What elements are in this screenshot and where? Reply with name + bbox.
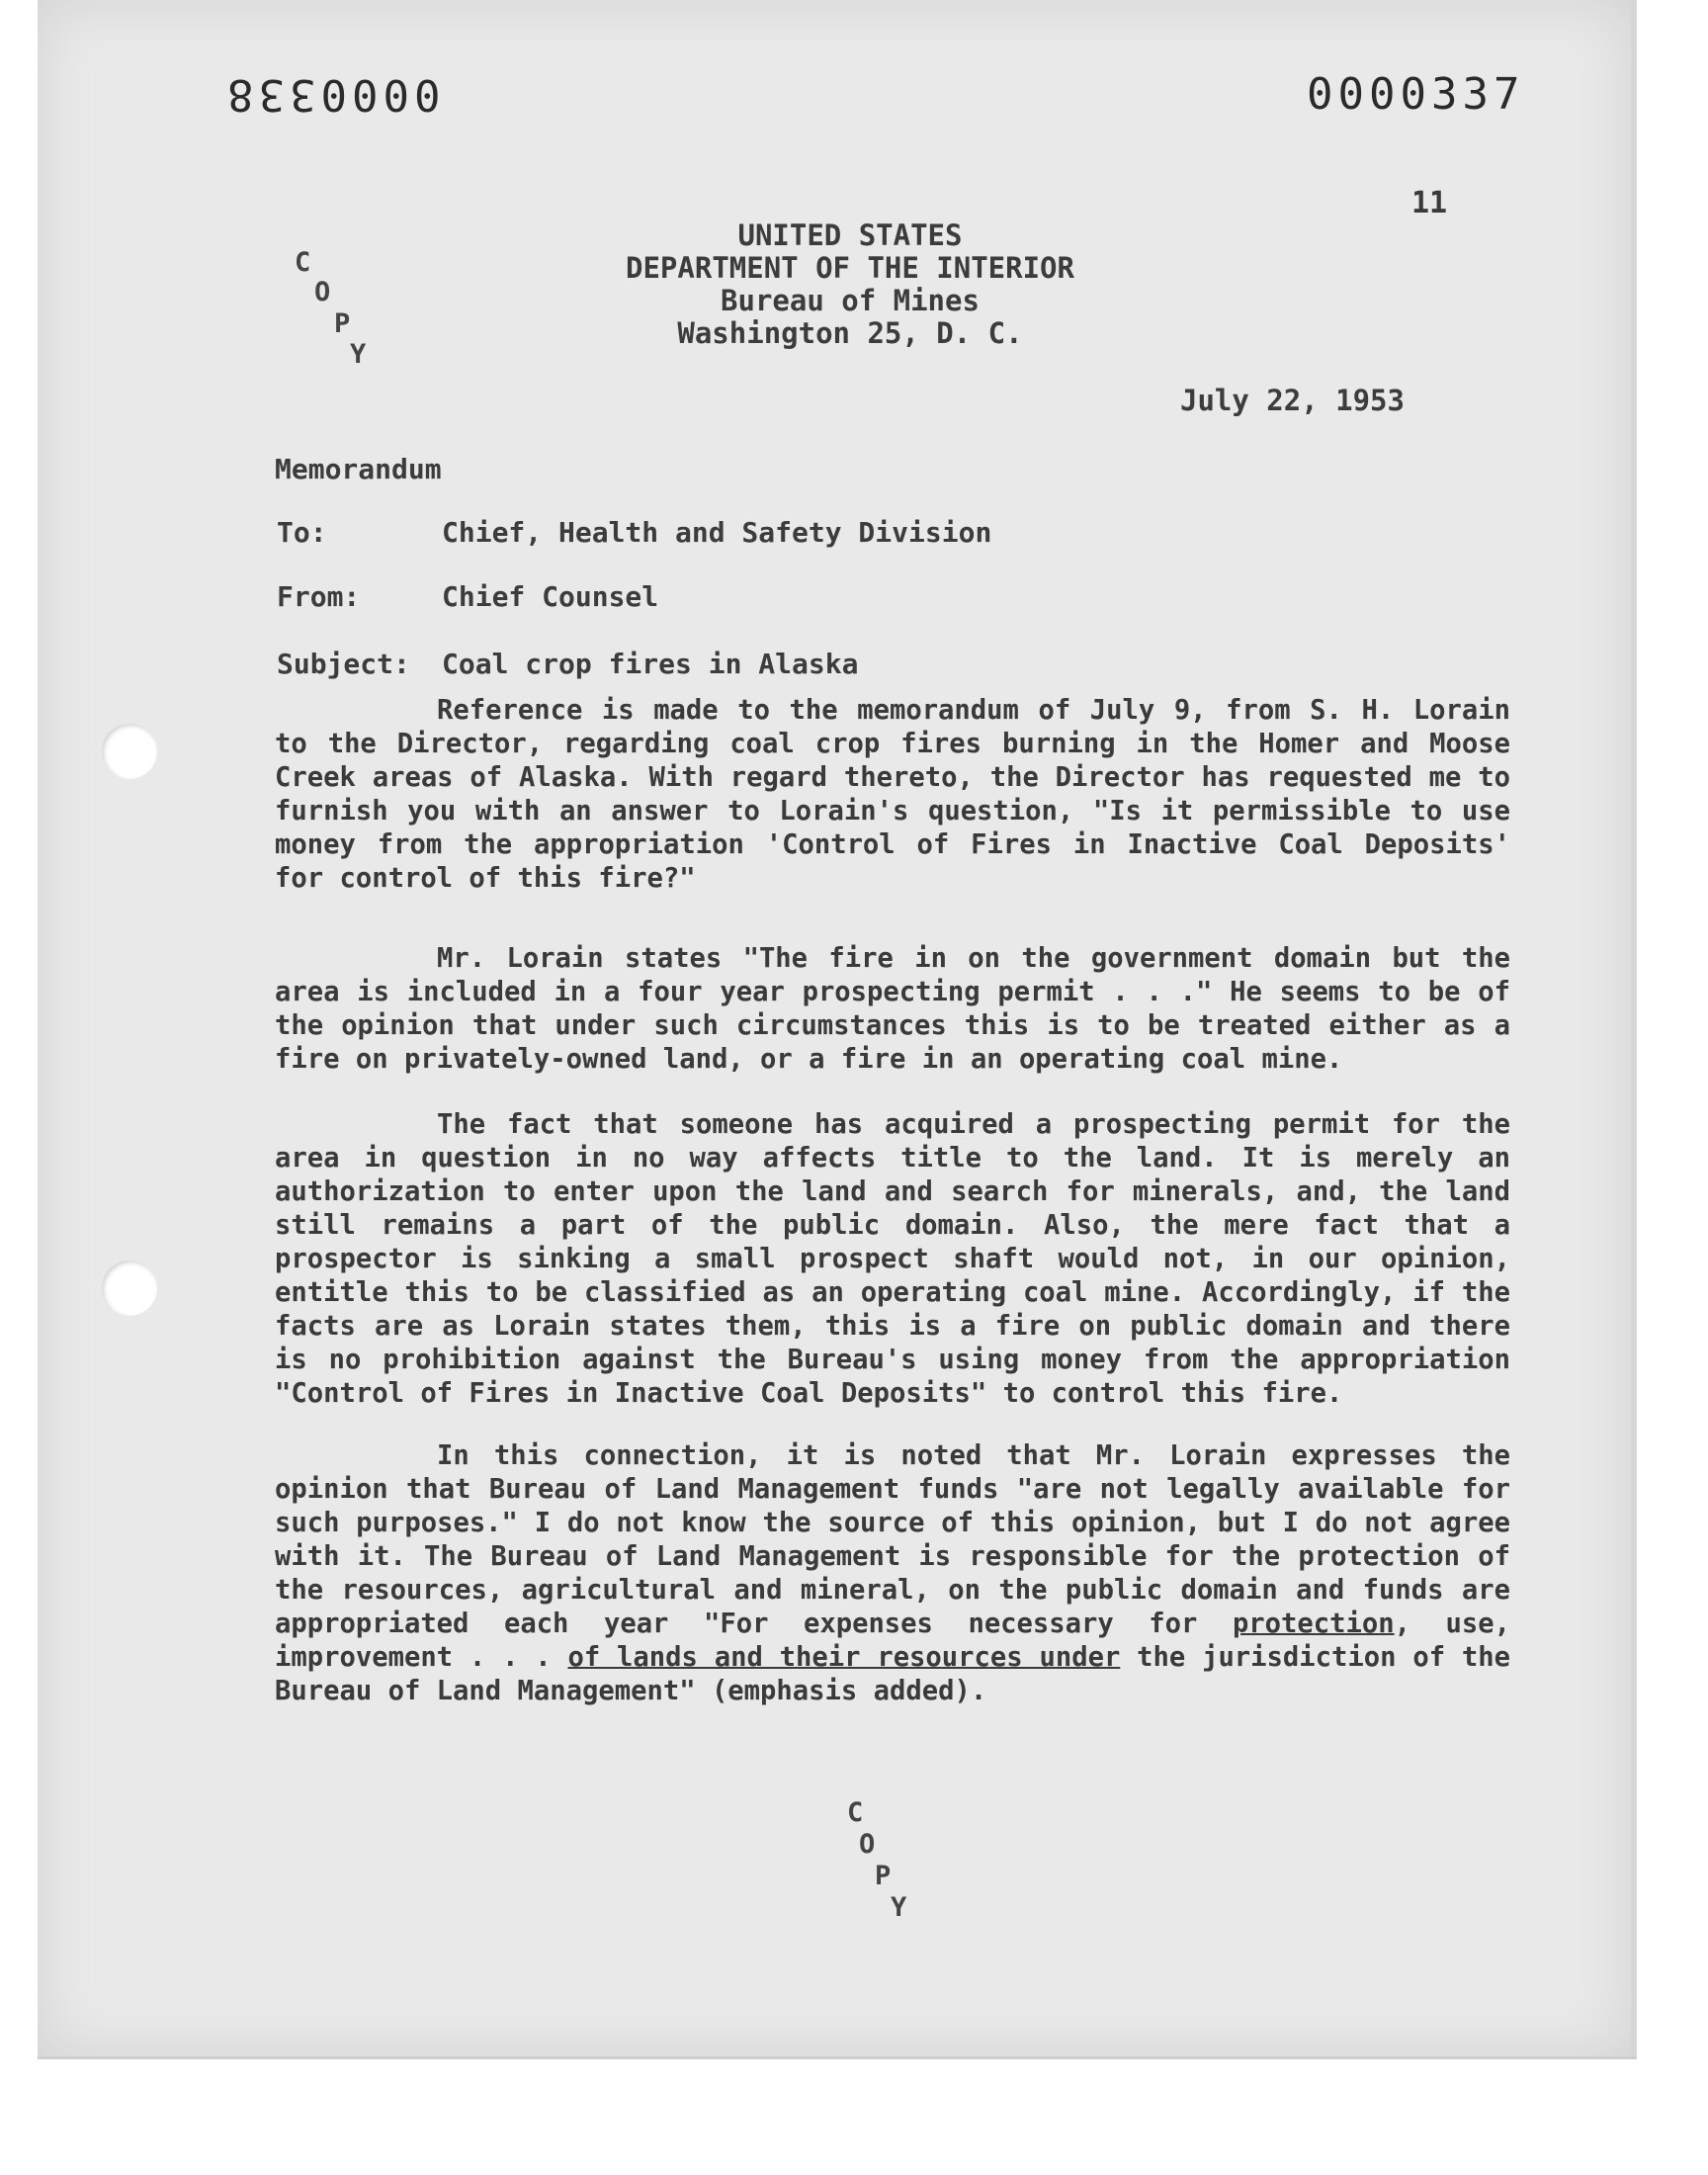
memo-date: July 22, 1953 [1180,384,1405,417]
copy-letter: O [314,277,331,307]
paragraph-prospecting-permit: The fact that someone has acquired a prospecting permit for the area in question in no way affects title to the land. It is merely an authorization to enter upon the land and search for minerals, and, the land still remains a part of the public domain. Also, the mere fact that a prospector is sinking a small prospect shaft would not, in our opinion, entitle this to be classified as an operating coal mine. Accordingly, if the facts are as Lorain states them, this is a fire on public domain and there is no prohibition against the Bureau's using money from the appropriation "Control of Fires in Inactive Coal Deposits" to control this fire. [275,1109,1510,1409]
letterhead-bureau: Bureau of Mines [721,284,980,317]
memo-title: Memorandum [275,453,442,485]
paragraph-land-management [275,1439,1510,1708]
paragraph-text: the jurisdiction of the Bureau of Land Management" (emphasis added). [275,1642,1510,1706]
underlined-emphasis: of lands and their resources under [567,1642,1121,1673]
letterhead [554,219,1147,350]
page-bottom-edge [38,2056,1637,2059]
page-number: 11 [1411,186,1448,220]
copy-mark-top [295,247,374,376]
copy-letter: O [859,1829,876,1860]
subject-value: Coal crop fires in Alaska [442,648,859,680]
copy-letter: Y [891,1892,907,1923]
letterhead-country: UNITED STATES [737,218,963,252]
from-value: Chief Counsel [442,580,659,613]
subject-label: Subject: [277,648,410,680]
punch-hole-upper [102,724,157,779]
copy-mark-bottom [847,1797,926,1926]
from-label: From: [277,580,361,613]
letterhead-department: DEPARTMENT OF THE INTERIOR [626,251,1074,285]
copy-letter: P [334,308,351,339]
paragraph-text: , use, improvement . . . [275,1609,1510,1673]
paragraph-text: In this connection, it is noted that Mr. Lorain expresses the opinion that Bureau of Land Management funds "are not legally available for such purposes." I do not know the source of this opinion, but I do not agree with it. The Bureau of Land Management is responsible for the protection of the resources, agricultural and mineral, on the public domain and funds are appropriated each year "For expenses necessary for [275,1440,1510,1639]
bates-stamp-right: 0000337 [1307,69,1525,120]
copy-letter: Y [350,339,367,370]
paragraph-reference: Reference is made to the memorandum of July 9, from S. H. Lorain to the Director, regarding coal crop fires burning in the Homer and Moose Creek areas of Alaska. With regard thereto, the Director has requested me to furnish you with an answer to Lorain's question, "Is it permissible to use money from the appropriation 'Control of Fires in Inactive Coal Deposits' for control of this fire?" [275,695,1510,894]
to-value: Chief, Health and Safety Division [442,516,992,549]
letterhead-address: Washington 25, D. C. [677,316,1023,350]
underlined-emphasis: protection [1232,1609,1395,1639]
to-label: To: [277,516,327,549]
copy-letter: C [847,1797,864,1828]
bates-stamp-left: 0000338 [222,69,441,120]
page-edge-shadow [1631,0,1637,2056]
paragraph-lorain-statement: Mr. Lorain states "The fire in on the government domain but the area is included in a four year prospecting permit . . ." He seems to be of the opinion that under such circumstances this is to be treated either as a fire on privately-owned land, or a fire in an operating coal mine. [275,943,1510,1075]
punch-hole-lower [102,1261,157,1316]
copy-letter: P [875,1861,892,1891]
copy-letter: C [295,247,311,278]
